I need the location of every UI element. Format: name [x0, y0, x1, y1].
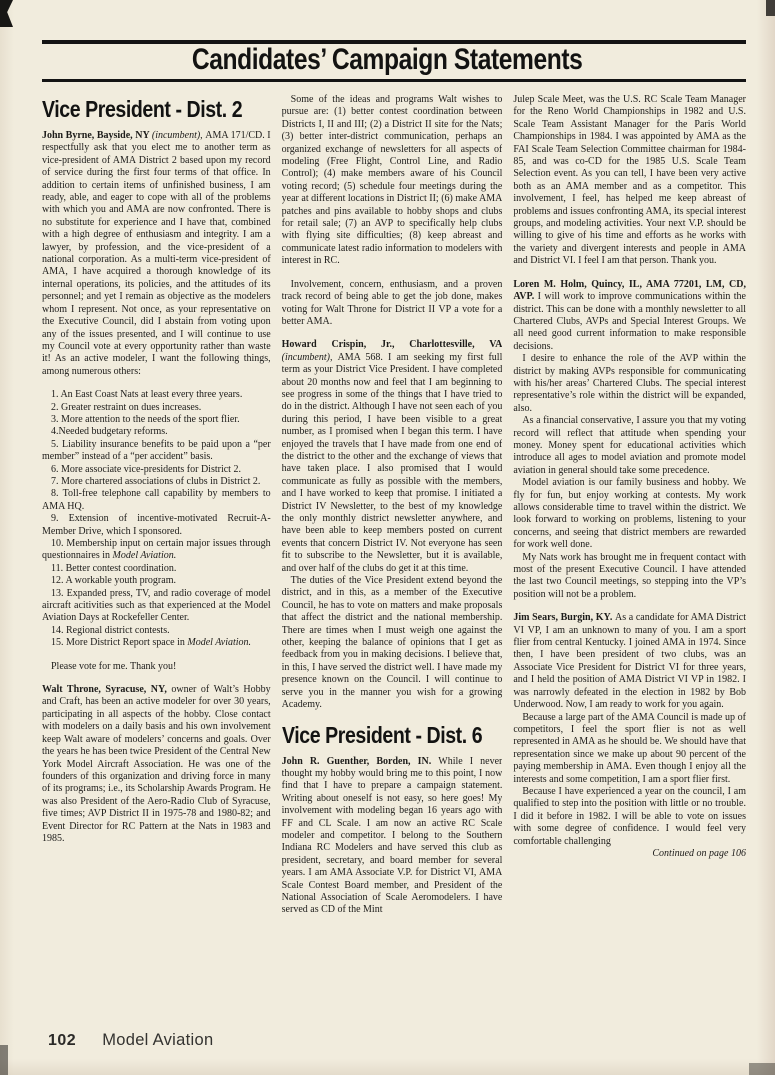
list-item-5: 5. Liability insurance benefits to be paid upon a “per member” instead of a “per accident” basis.: [42, 438, 271, 463]
list-item-3: 3. More attention to the needs of the sport flier.: [51, 413, 240, 425]
column-left: [42, 94, 271, 1026]
column-middle: [282, 94, 503, 1026]
list-item-9: 9. Extension of incentive-motivated Recruit-A-Member Drive, which I sponsored.: [42, 513, 271, 537]
list-item-1: 1. An East Coast Nats at least every three years.: [51, 389, 243, 401]
page-footer: [48, 1031, 213, 1055]
scan-artifact-bottom-right: [749, 1063, 775, 1075]
sears-experience: Because I have experienced a year on the council, I am qualified to step into the position with little or no trouble. I did it before in 1982. I will be able to vote on issues with some degree of confidence. I would feel very comfortable challenging: [513, 785, 746, 847]
scan-artifact-top-right: [766, 0, 775, 16]
list-item-2: 2. Greater restraint on dues increases.: [51, 401, 202, 413]
closing-line-byrne: Please vote for me. Thank you!: [51, 660, 177, 672]
list-item-7: 7. More chartered associations of clubs in District 2.: [51, 475, 261, 487]
list-item-15: 15. More District Report space in Model Aviation.: [51, 637, 252, 649]
continued-note: Continued on page 106: [652, 847, 746, 859]
list-item-11: 11. Better contest coordination.: [51, 562, 177, 574]
sears-sport-flier: Because a large part of the AMA Council is made up of competitors, I feel the sport flier is not as well represented in AMA as he should be. We should have that representation since we make up about 90 percent of the paying membership in AMA. Even though I enjoy all the interests and some competition, I am a sport flier first.: [513, 711, 746, 785]
throne-endorsement: Involvement, concern, enthusiasm, and a proven track record of being able to get the job done, makes voting for Walt Throne for District II VP a vote for a better AMA.: [281, 278, 503, 327]
statement-john-guenther: John R. Guenther, Borden, IN. While I never thought my hobby would bring me to this point, I now find that I have to prepare a campaign statement. Writing about oneself is not easy, so here goes! My involvement with modeling began 16 years ago with FF and CL Scale. I am now an active RC Scale modeler and competitor. I belong to the Southern Indiana RC Modelers and have served this club as president, secretary, and board member for several years. I am AMA Associate V.P. for District VI, AMA Scale Contest Board member, and President of the National Association of Scale Aeromodelers. I have served as CD of the Mint: [281, 755, 503, 916]
crispin-duties: The duties of the Vice President extend beyond the district, and in this, as a member of the Executive Council, he has to vote on matters and make proposals that affect the district and the national membership. There are times when I must weigh one against the other, keeping the balance of opinions that I get as feedback from you in making decisions. I believe that, in this, I have served the district well. I have made my presence known on the Council. I will continue to serve you in the manner you wish for a growing Academy.: [281, 575, 503, 711]
statement-walt-throne: Walt Throne, Syracuse, NY, owner of Walt’s Hobby and Craft, has been an active modeler for over 30 years, participating in all aspects of the hobby. Close contact with modelers on a daily basis and his own involvement keep Walt aware of modelers’ concerns and goals. Over the years he has been twice President of the Central New York Model Aircraft Association. He was one of the founders of this organization and driving force in many of its programs; i.e., its Scholarship Awards Program. He was also President of the Aero-Radio Club of Syracuse, five times; AVP District II in 1975-78 and 1980-82; and Event Director for RC Pattern at the Nats in 1983 and 1985.: [42, 684, 271, 844]
list-item-13: 13. Expanded press, TV, and radio coverage of model aircraft acitivities such as that experienced at the Model Aviation Days at Rockefeller Center.: [42, 587, 271, 624]
statement-loren-holm: Loren M. Holm, Quincy, IL, AMA 77201, LM, CD, AVP. I will work to improve communications within the district. This can be done with a monthly newsletter to all Chartered Clubs, AVPs and Special Interest Groups. We all need good current information to make responsible decisions.: [513, 278, 746, 352]
section-heading-dist-6: Vice President - Dist. 6: [281, 721, 482, 748]
statement-howard-crispin: Howard Crispin, Jr., Charlottesville, VA (incumbent), AMA 568. I am seeking my first full term as your District Vice President. I have completed about 20 months now and feel that I am beginning to see progress in some of the things that I have tried to do in the district. Although I have not seen each of you during this period, I have been visible to a great number, as I promised when I began this term. I have enjoyed the travels that I have made from one end of the district to the other and the exchange of views that have taken place. I also promised that I would communicate as fully as possible with the members, and I have worked to keep that promise. I initiated a District IV Newsletter, to the best of my knowledge the only monthly district newsletter anywhere, and have been able to keep members posted on current events that concern District IV. Not everyone has seen fit to subscribe to the Newsletter, but it is available, and over half of the clubs do get it at this time.: [281, 339, 503, 574]
holm-financial: As a financial conservative, I assure you that my voting record will reflect that attitude when spending your money. Money spent for educational activities which introduce all ages to model aviation and promote model aviation in general should take some precedence.: [513, 415, 746, 476]
masthead-rule-bottom: [42, 79, 746, 82]
column-right: [513, 94, 746, 1026]
page-title: Candidates’ Campaign Statements: [192, 43, 583, 76]
holm-avp-role: I desire to enhance the role of the AVP within the district by making AVPs responsible for communicating with his/her areas’ Chartered Clubs. The special interest representative’s role within the district will be expanded, also.: [513, 353, 746, 414]
statement-john-byrne: John Byrne, Bayside, NY (incumbent), AMA 171/CD. I respectfully ask that you elect me to another term as vice-president of AMA District 2 based upon my record of service during the first four terms of that office. In addition to certain items of unfinished business, I am ready, able, and eager to cope with all of the problems with which you and AMA are now confronted. There is no substitute for experience and I have that, combined with a high degree of enthusiasm and integrity. I am a lawyer, by profession, and the vice-president of a national corporation. As a multi-term vice-president of AMA, I have acquired a thorough knowledge of its internal operations, its policies, and the attitudes of its personnel; and yet I remain as objective as the modelers whom I represent. Not once, as your representative on the Executive Council, did I abstain from voting upon any of the issues presented, and I will continue to use my Council vote at every opportunity rather than waste it! As an active modeler, I want the following things, among numerous others:: [42, 130, 271, 377]
page-number: 102: [48, 1032, 77, 1049]
list-item-10: 10. Membership input on certain major issues through questionnaires in Model Aviation.: [42, 538, 271, 562]
guenther-continued: Julep Scale Meet, was the U.S. RC Scale Team Manager for the Reno World Championships in 1982 and U.S. Scale Team Assistant Manager for the Paris World Championships in 1984. I was appointed by AMA as the FAI Scale Team Selection Committee chairman for 1984-85, and was co-CD for the 1985 U.S. Scale Team Selection event. As you can tell, I have been very active both as an AMA member and as a competitor. This involvement, I feel, has helped me keep abreast of problems and issues confronting AMA, its special interest groups, and modeling activities. Your next V.P. should be willing to give of his time and efforts as he works with the variety and divergent interests and people in AMA and District VI. I feel I am that person. Thank you.: [513, 94, 746, 267]
list-item-8: 8. Toll-free telephone call capability by members to AMA HQ.: [42, 488, 271, 512]
throne-program-list: Some of the ideas and programs Walt wishes to pursue are: (1) better contest coordination between Districts I, II and III; (2) a District II site for the Nats; (3) better inter-district communication, perhaps an organized exchange of newsletters for all aspects of modeling (Free Flight, Control Line, and Radio Control); (4) make members aware of his Council voting record; (5) schedule four meetings during the year at different locations in District II; (6) make AMA patches and pins available to hobby shops and clubs for retail sale; (7) an AVP to specifically help clubs with flying site difficulties; (8) keep abreast and communicate latest radio information to modelers with interest in RC.: [281, 94, 503, 267]
holm-family: Model aviation is our family business and hobby. We fly for fun, but enjoy working at contests. My work allows considerable time to travel within the district. We look forward to working on problems, listening to your concerns, and seeing that district members are rewarded for work well done.: [513, 477, 746, 551]
scan-artifact-top-left: [0, 0, 13, 27]
section-heading-dist-2: Vice President - Dist. 2: [42, 96, 243, 122]
holm-nats: My Nats work has brought me in frequent contact with most of the present Executive Council. I have attended the last two Council meetings, so stepping into the VP’s position will not be a problem.: [513, 551, 746, 600]
scan-artifact-bottom-left: [0, 1045, 8, 1075]
masthead: [0, 42, 775, 80]
list-item-4: 4.Needed budgetary reforms.: [51, 426, 168, 438]
statement-jim-sears: Jim Sears, Burgin, KY. As a candidate for AMA District VI VP, I am an unknown to many of you. I am a sport flier from central Kentucky. I joined AMA in 1974. Since then, I have been president of two clubs, was an Associate Vice President for District VI for three years, and I held the position of AMA District VI VP in 1982. I was narrowly defeated in the election in 1982 by Bob Underwood. Now, I am ready to work for you again.: [513, 612, 746, 711]
article-columns: [42, 94, 746, 1026]
list-item-12: 12. A workable youth program.: [51, 575, 176, 587]
magazine-name: Model Aviation: [102, 1031, 214, 1049]
list-item-14: 14. Regional district contests.: [51, 624, 170, 636]
list-item-6: 6. More associate vice-presidents for District 2.: [51, 463, 241, 475]
